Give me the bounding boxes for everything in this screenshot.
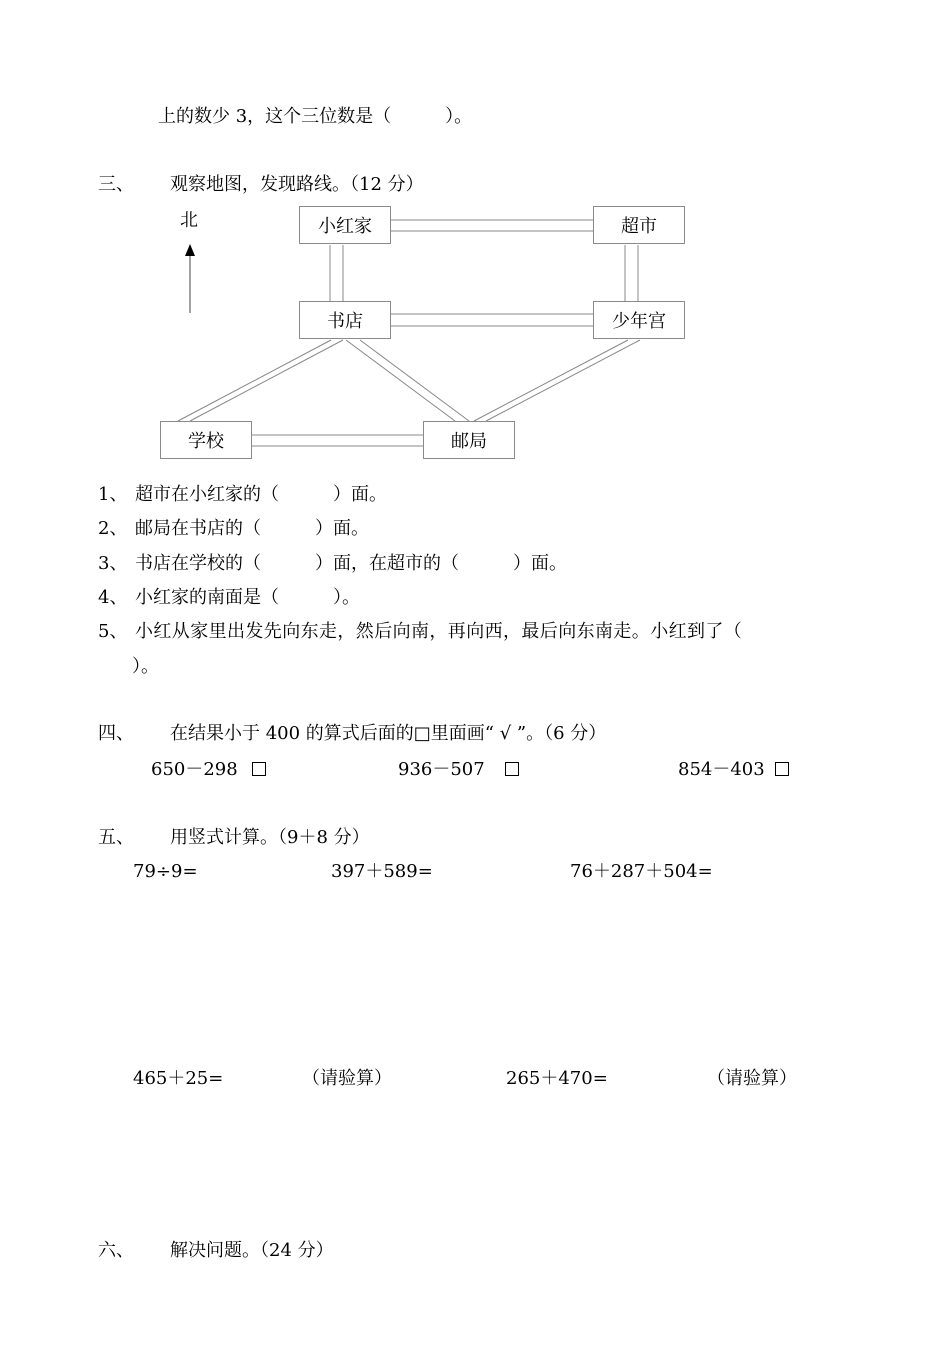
calc-4: 465＋25= xyxy=(133,1068,224,1089)
expression-item-2 xyxy=(398,759,519,781)
section6-title: 解决问题。（24 分） xyxy=(170,1240,334,1261)
answer-checkbox-2[interactable] xyxy=(505,762,519,776)
question-5-continuation: ）。 xyxy=(132,656,159,677)
question-4-text: 小红家的南面是（ ）。 xyxy=(135,587,360,608)
question-3-text: 书店在学校的（ ）面，在超市的（ ）面。 xyxy=(135,553,567,574)
expression-1-text: 650－298 xyxy=(151,759,238,780)
place-youth-palace: 少年宫 xyxy=(593,301,685,339)
expression-item-1 xyxy=(151,759,266,781)
north-arrow-head xyxy=(185,244,195,256)
question-4-number: 4、 xyxy=(98,587,128,608)
place-bookstore: 书店 xyxy=(299,301,391,339)
calc-2: 397＋589= xyxy=(331,861,433,882)
calc-3: 76＋287＋504= xyxy=(570,861,713,882)
answer-checkbox-3[interactable] xyxy=(775,762,789,776)
section3-title: 观察地图，发现路线。（12 分） xyxy=(170,174,424,195)
section4-title: 在结果小于 400 的算式后面的□里面画“ √ ”。（6 分） xyxy=(170,723,607,744)
question-2-text: 邮局在书店的（ ）面。 xyxy=(135,518,369,539)
section4-number: 四、 xyxy=(98,723,134,744)
route-youth-post-b xyxy=(486,340,640,421)
route-bookstore-post-b xyxy=(360,340,469,421)
route-bookstore-post-a xyxy=(346,340,455,421)
verify-note-1: （请验算） xyxy=(302,1068,392,1089)
place-school: 学校 xyxy=(160,421,252,459)
question-3-number: 3、 xyxy=(98,553,128,574)
section5-title: 用竖式计算。（9＋8 分） xyxy=(170,827,370,848)
calc-5: 265＋470= xyxy=(506,1068,608,1089)
question-1-text: 超市在小红家的（ ）面。 xyxy=(135,484,387,505)
route-bookstore-school-a xyxy=(178,340,331,421)
place-home: 小红家 xyxy=(299,206,391,244)
route-youth-post-a xyxy=(474,340,628,421)
question-5-number: 5、 xyxy=(98,621,128,642)
section3-number: 三、 xyxy=(98,174,134,195)
expression-item-3 xyxy=(678,759,789,781)
top-line: 上的数少 3，这个三位数是（ ）。 xyxy=(158,106,473,127)
route-bookstore-school-b xyxy=(190,340,343,421)
place-post-office: 邮局 xyxy=(423,421,515,459)
section6-number: 六、 xyxy=(98,1240,134,1261)
verify-note-2: （请验算） xyxy=(707,1068,797,1089)
question-1-number: 1、 xyxy=(98,484,128,505)
answer-checkbox-1[interactable] xyxy=(252,762,266,776)
question-5-text: 小红从家里出发先向东走，然后向南，再向西，最后向东南走。小红到了（ xyxy=(135,621,743,642)
expression-2-text: 936－507 xyxy=(398,759,485,780)
north-label: 北 xyxy=(180,210,198,231)
calc-1: 79÷9= xyxy=(133,861,198,882)
expression-3-text: 854－403 xyxy=(678,759,765,780)
section5-number: 五、 xyxy=(98,827,134,848)
place-supermarket: 超市 xyxy=(593,206,685,244)
question-2-number: 2、 xyxy=(98,518,128,539)
